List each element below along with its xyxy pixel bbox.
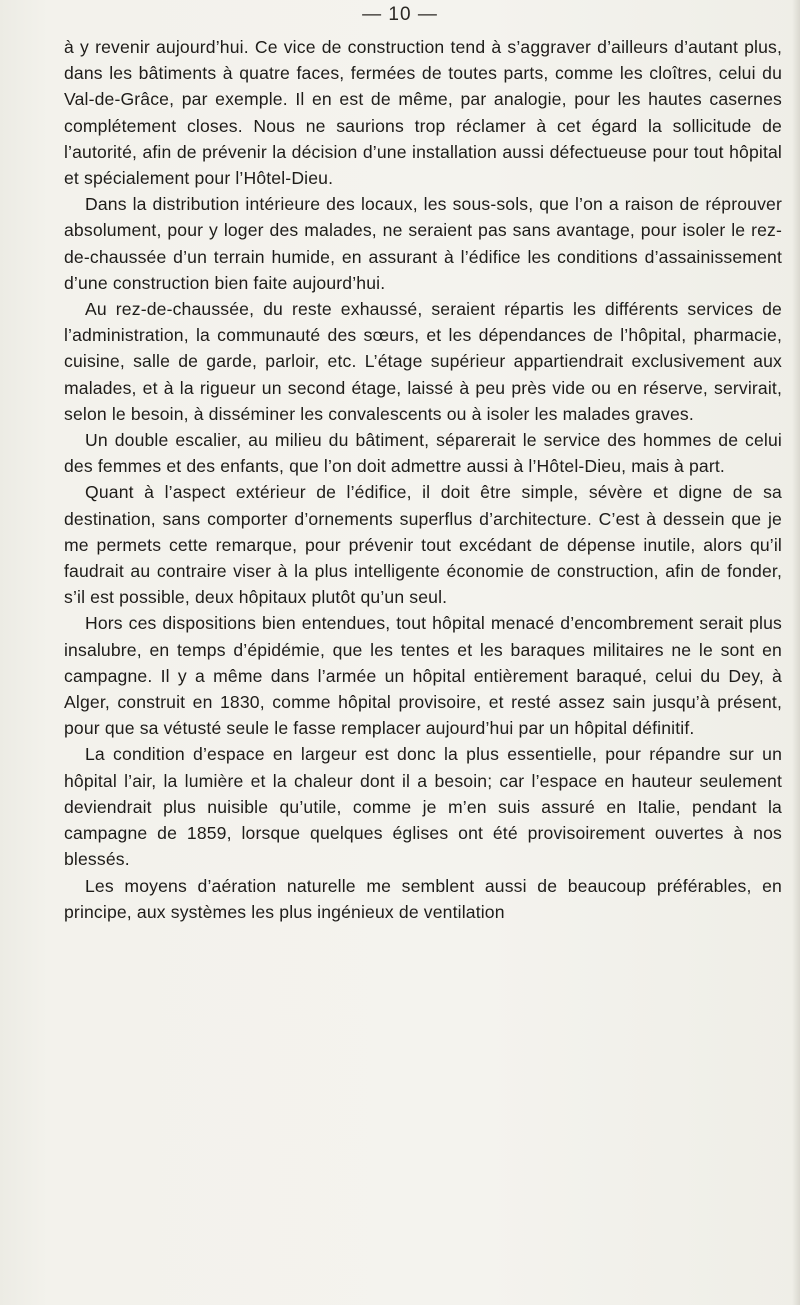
paragraph-7: La condition d’espace en largeur est donc la plus essentielle, pour répandre sur un hôpital l’air, la lumière et la chaleur dont il a besoin; car l’espace en hauteur seulement deviendrait plus nuisible qu’utile, comme je m’en suis assuré en Italie, pendant la campagne de 1859, lorsque quelques églises ont été provisoirement ouvertes à nos blessés. [64,744,782,870]
paragraph-3: Au rez-de-chaussée, du reste exhaussé, seraient répartis les différents services de l’administration, la communauté des sœurs, et les dépendances de l’hôpital, pharmacie, cuisine, salle de garde, parloir, etc. L’étage supérieur appartiendrait exclusivement aux malades, et à la rigueur un second étage, laissé à peu près vide ou en réserve, servirait, selon le besoin, à disséminer les convalescents ou à isoler les malades graves. [64,299,782,424]
paragraph-2: Dans la distribution intérieure des locaux, les sous-sols, que l’on a raison de réprouver absolument, pour y loger des malades, ne seraient pas sans avantage, pour isoler le rez-de-chaussée d’un terrain humide, en assurant à l’édifice les conditions d’assainissement d’une construction bien faite aujourd’hui. [64,194,782,293]
body-text [64,34,782,925]
paragraph-4: Un double escalier, au milieu du bâtiment, séparerait le service des hommes de celui des femmes et des enfants, que l’on doit admettre aussi à l’Hôtel-Dieu, mais à part. [64,430,782,477]
paragraph-8: Les moyens d’aération naturelle me semblent aussi de beaucoup préférables, en principe, aux systèmes les plus ingénieux de ventilation [64,875,782,922]
page-edge-shadow [792,0,800,1305]
paragraph-5: Quant à l’aspect extérieur de l’édifice, il doit être simple, sévère et digne de sa destination, sans comporter d’ornements superflus d’architecture. C’est à dessein que je me permets cette remarque, pour prévenir tout excédant de dépense inutile, alors qu’il faudrait au contraire viser à la plus intelligente économie de construction, afin de fonder, s’il est possible, deux hôpitaux plutôt qu’un seul. [64,482,782,608]
page-number: — 10 — [362,4,438,25]
paragraph-1: à y revenir aujourd’hui. Ce vice de construction tend à s’aggraver d’ailleurs d’autant plus, dans les bâtiments à quatre faces, fermées de toutes parts, comme les cloîtres, celui du Val-de-Grâce, par exemple. Il en est de même, par analogie, pour les hautes casernes complétement closes. Nous ne saurions trop réclamer à cet égard la sollicitude de l’autorité, afin de prévenir la décision d’une installation aussi défectueuse pour tout hôpital et spécialement pour l’Hôtel-Dieu. [64,37,782,189]
paragraph-6: Hors ces dispositions bien entendues, tout hôpital menacé d’encombrement serait plus insalubre, en temps d’épidémie, que les tentes et les baraques militaires ne le sont en campagne. Il y a même dans l’armée un hôpital entièrement baraqué, celui du Dey, à Alger, construit en 1830, comme hôpital provisoire, et resté assez sain jusqu’à présent, pour que sa vétusté seule le fasse remplacer aujourd’hui par un hôpital définitif. [64,613,782,739]
